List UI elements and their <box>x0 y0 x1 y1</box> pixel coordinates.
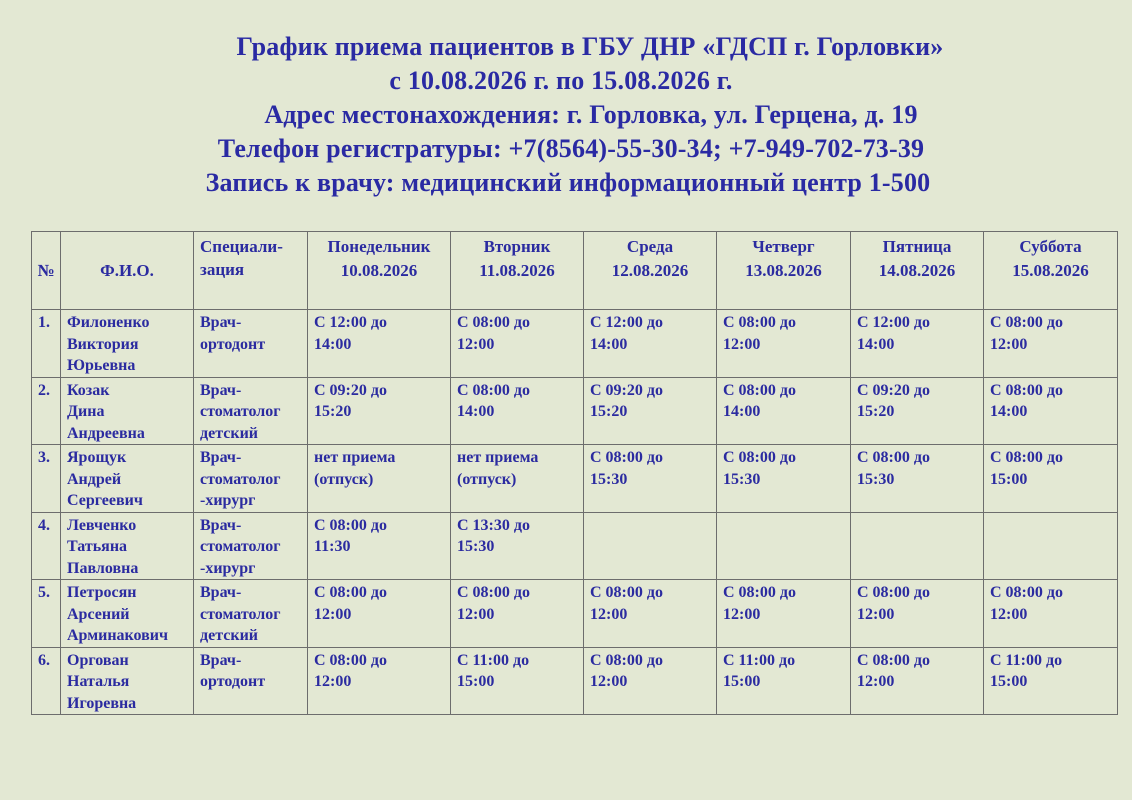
column-header-specialization-line2: зация <box>200 260 245 279</box>
day-name: Суббота <box>1019 237 1082 256</box>
doctor-specialization <box>194 512 308 580</box>
schedule-cell: С 12:00 до 14:00 <box>851 310 984 378</box>
schedule-cell: С 08:00 до 12:00 <box>451 310 584 378</box>
schedule-cell: С 11:00 до 15:00 <box>451 647 584 715</box>
doctor-surname: Филоненко <box>67 314 150 331</box>
specialization-line: ортодонт <box>200 673 266 690</box>
schedule-cell <box>584 512 717 580</box>
schedule-cell: С 08:00 до 12:00 <box>451 580 584 648</box>
doctor-first-name: Виктория <box>67 335 139 353</box>
doctor-name <box>61 445 194 513</box>
specialization-line: Врач- <box>200 651 242 669</box>
column-header-day <box>851 232 984 310</box>
specialization-line: стоматолог <box>200 470 281 488</box>
specialization-line: стоматолог <box>200 538 281 555</box>
specialization-line: Врач- <box>200 449 242 466</box>
doctor-patronymic: Андреевна <box>67 424 145 442</box>
schedule-cell <box>717 512 851 580</box>
table-row <box>32 445 1118 513</box>
doctor-patronymic: Павловна <box>67 559 139 577</box>
specialization-line: -хирург <box>200 559 256 577</box>
doctor-specialization <box>194 310 308 378</box>
schedule-cell: С 08:00 до 12:00 <box>308 647 451 715</box>
day-date: 15.08.2026 <box>1012 261 1089 280</box>
header-phone: Телефон регистратуры: +7(8564)-55-30-34; +7-949-702-73-39 <box>217 134 925 163</box>
schedule-cell <box>984 512 1118 580</box>
specialization-line: Врач- <box>200 381 242 399</box>
schedule-cell: С 11:00 до 15:00 <box>984 647 1118 715</box>
schedule-cell: С 08:00 до 12:00 <box>717 310 851 378</box>
specialization-line: ортодонт <box>200 335 266 353</box>
day-date: 14.08.2026 <box>878 261 956 280</box>
doctor-first-name: Арсений <box>67 605 130 623</box>
doctor-patronymic: Сергеевич <box>67 492 143 509</box>
doctor-patronymic: Арминакович <box>67 627 169 644</box>
doctor-surname: Ярощук <box>67 449 127 466</box>
table-row <box>32 377 1118 445</box>
schedule-cell: С 08:00 до 12:00 <box>984 310 1118 378</box>
schedule-cell: С 08:00 до 12:00 <box>584 580 717 648</box>
schedule-cell: С 08:00 до 15:00 <box>984 445 1118 513</box>
schedule-cell: нет приема (отпуск) <box>308 445 451 513</box>
column-header-day <box>308 232 451 310</box>
schedule-cell: С 11:00 до 15:00 <box>717 647 851 715</box>
doctor-surname: Левченко <box>67 516 137 534</box>
table-row <box>32 580 1118 648</box>
doctor-surname: Козак <box>67 381 110 399</box>
table-row <box>32 512 1118 580</box>
specialization-line: детский <box>200 424 259 442</box>
schedule-cell: С 08:00 до 14:00 <box>451 377 584 445</box>
table-row <box>32 310 1118 378</box>
specialization-line: детский <box>200 627 259 644</box>
header-period: с 10.08.2026 г. по 15.08.2026 г. <box>389 66 733 95</box>
day-name: Четверг <box>752 237 815 256</box>
specialization-line: Врач- <box>200 584 242 601</box>
schedule-cell: С 12:00 до 14:00 <box>584 310 717 378</box>
schedule-cell: С 08:00 до 12:00 <box>584 647 717 715</box>
schedule-cell: С 08:00 до 15:30 <box>851 445 984 513</box>
specialization-line: стоматолог <box>200 403 281 420</box>
day-name: Среда <box>626 237 674 256</box>
doctor-name <box>61 310 194 378</box>
doctor-first-name: Дина <box>67 403 105 420</box>
specialization-line: Врач- <box>200 314 242 331</box>
doctor-first-name: Татьяна <box>67 538 128 555</box>
row-number: 1. <box>32 310 61 378</box>
column-header-fio: Ф.И.О. <box>61 232 194 310</box>
row-number: 3. <box>32 445 61 513</box>
day-date: 13.08.2026 <box>745 261 822 280</box>
column-header-specialization-line1: Специали- <box>200 237 283 256</box>
schedule-cell: С 09:20 до 15:20 <box>308 377 451 445</box>
row-number: 2. <box>32 377 61 445</box>
doctor-surname: Оргован <box>67 651 129 669</box>
doctor-patronymic: Юрьевна <box>67 357 136 374</box>
header-appointment-info: Запись к врачу: медицинский информационный центр 1-500 <box>205 168 931 197</box>
schedule-cell: С 09:20 до 15:20 <box>584 377 717 445</box>
day-date: 12.08.2026 <box>611 261 689 280</box>
day-name: Пятница <box>882 237 952 256</box>
schedule-cell <box>851 512 984 580</box>
day-date: 11.08.2026 <box>479 261 555 280</box>
row-number: 5. <box>32 580 61 648</box>
schedule-table <box>31 231 1118 715</box>
doctor-first-name: Андрей <box>67 470 122 488</box>
table-row <box>32 647 1118 715</box>
schedule-cell: С 08:00 до 15:30 <box>717 445 851 513</box>
doctor-name <box>61 580 194 648</box>
doctor-name <box>61 647 194 715</box>
header-address: Адрес местонахождения: г. Горловка, ул. Герцена, д. 19 <box>264 100 918 129</box>
doctor-patronymic: Игоревна <box>67 694 137 712</box>
column-header-day <box>984 232 1118 310</box>
doctor-specialization <box>194 647 308 715</box>
doctor-specialization <box>194 445 308 513</box>
schedule-cell: С 08:00 до 12:00 <box>717 580 851 648</box>
schedule-cell: С 08:00 до 12:00 <box>308 580 451 648</box>
specialization-line: Врач- <box>200 516 242 534</box>
column-header-day <box>584 232 717 310</box>
schedule-cell: С 09:20 до 15:20 <box>851 377 984 445</box>
column-header-specialization <box>194 232 308 310</box>
column-header-day <box>717 232 851 310</box>
header-title: График приема пациентов в ГБУ ДНР «ГДСП г. Горловки» <box>236 32 944 61</box>
doctor-first-name: Наталья <box>67 673 130 690</box>
schedule-cell: С 08:00 до 14:00 <box>717 377 851 445</box>
doctor-surname: Петросян <box>67 584 137 601</box>
schedule-cell: С 08:00 до 14:00 <box>984 377 1118 445</box>
schedule-cell: нет приема (отпуск) <box>451 445 584 513</box>
specialization-line: -хирург <box>200 492 256 509</box>
schedule-cell: С 13:30 до 15:30 <box>451 512 584 580</box>
specialization-line: стоматолог <box>200 605 281 623</box>
row-number: 4. <box>32 512 61 580</box>
doctor-specialization <box>194 377 308 445</box>
day-date: 10.08.2026 <box>340 261 418 280</box>
doctor-name <box>61 377 194 445</box>
table-header-row <box>32 232 1118 310</box>
schedule-cell: С 08:00 до 11:30 <box>308 512 451 580</box>
row-number: 6. <box>32 647 61 715</box>
day-name: Понедельник <box>327 237 431 256</box>
schedule-cell: С 12:00 до 14:00 <box>308 310 451 378</box>
doctor-specialization <box>194 580 308 648</box>
document-header <box>0 30 1132 200</box>
doctor-name <box>61 512 194 580</box>
schedule-cell: С 08:00 до 12:00 <box>984 580 1118 648</box>
day-name: Вторник <box>483 237 551 256</box>
column-header-day <box>451 232 584 310</box>
schedule-cell: С 08:00 до 12:00 <box>851 580 984 648</box>
column-header-number: № <box>32 232 61 310</box>
schedule-cell: С 08:00 до 15:30 <box>584 445 717 513</box>
schedule-cell: С 08:00 до 12:00 <box>851 647 984 715</box>
